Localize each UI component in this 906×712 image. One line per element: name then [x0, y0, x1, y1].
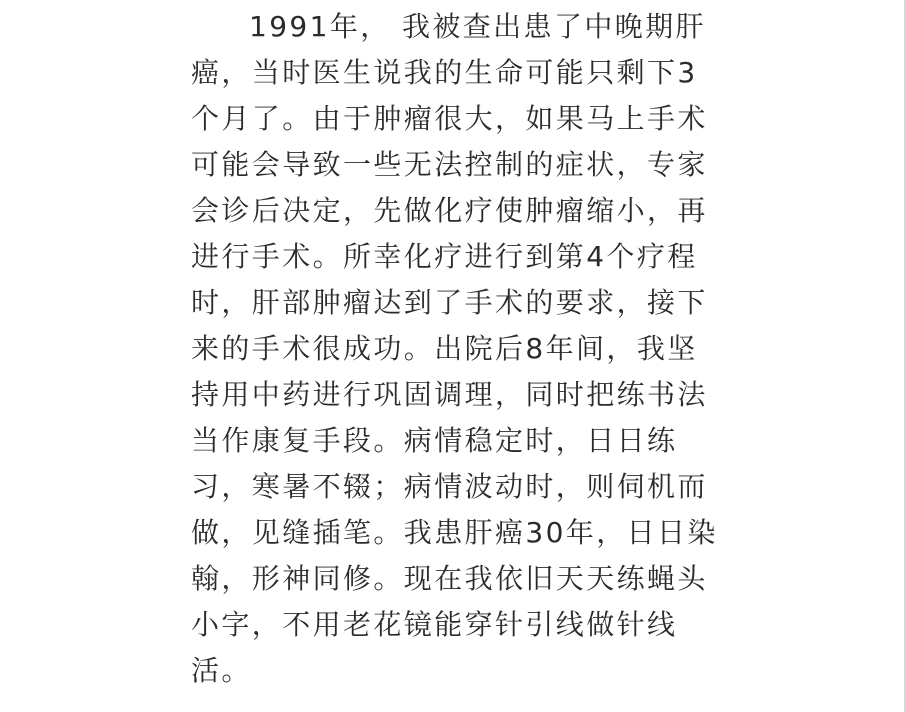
- article-line: 个月了。由于肿瘤很大，如果马上手术: [191, 102, 708, 135]
- article-line: 进行手术。所幸化疗进行到第4个疗程: [191, 240, 698, 273]
- article-line: 做，见缝插笔。我患肝癌30年，日日染: [191, 516, 718, 549]
- article-line: 癌，当时医生说我的生命可能只剩下3: [191, 56, 698, 89]
- article-line: 时，肝部肿瘤达到了手术的要求，接下: [191, 286, 708, 319]
- article-line: 翰，形神同修。现在我依旧天天练蝇头: [191, 562, 708, 595]
- article-line: 会诊后决定，先做化疗使肿瘤缩小，再: [191, 194, 708, 227]
- article-line: 持用中药进行巩固调理，同时把练书法: [191, 378, 708, 411]
- article-line: 1991年， 我被查出患了中晚期肝: [249, 10, 706, 43]
- article-line: 习，寒暑不辍；病情波动时，则伺机而: [191, 470, 708, 503]
- article-line: 小字，不用老花镜能穿针引线做针线: [191, 608, 678, 641]
- article-line: 当作康复手段。病情稳定时，日日练: [191, 424, 678, 457]
- article-line: 活。: [191, 654, 252, 687]
- article-line: 可能会导致一些无法控制的症状，专家: [191, 148, 708, 181]
- article-body: [191, 4, 731, 694]
- article-line: 来的手术很成功。出院后8年间，我坚: [191, 332, 698, 365]
